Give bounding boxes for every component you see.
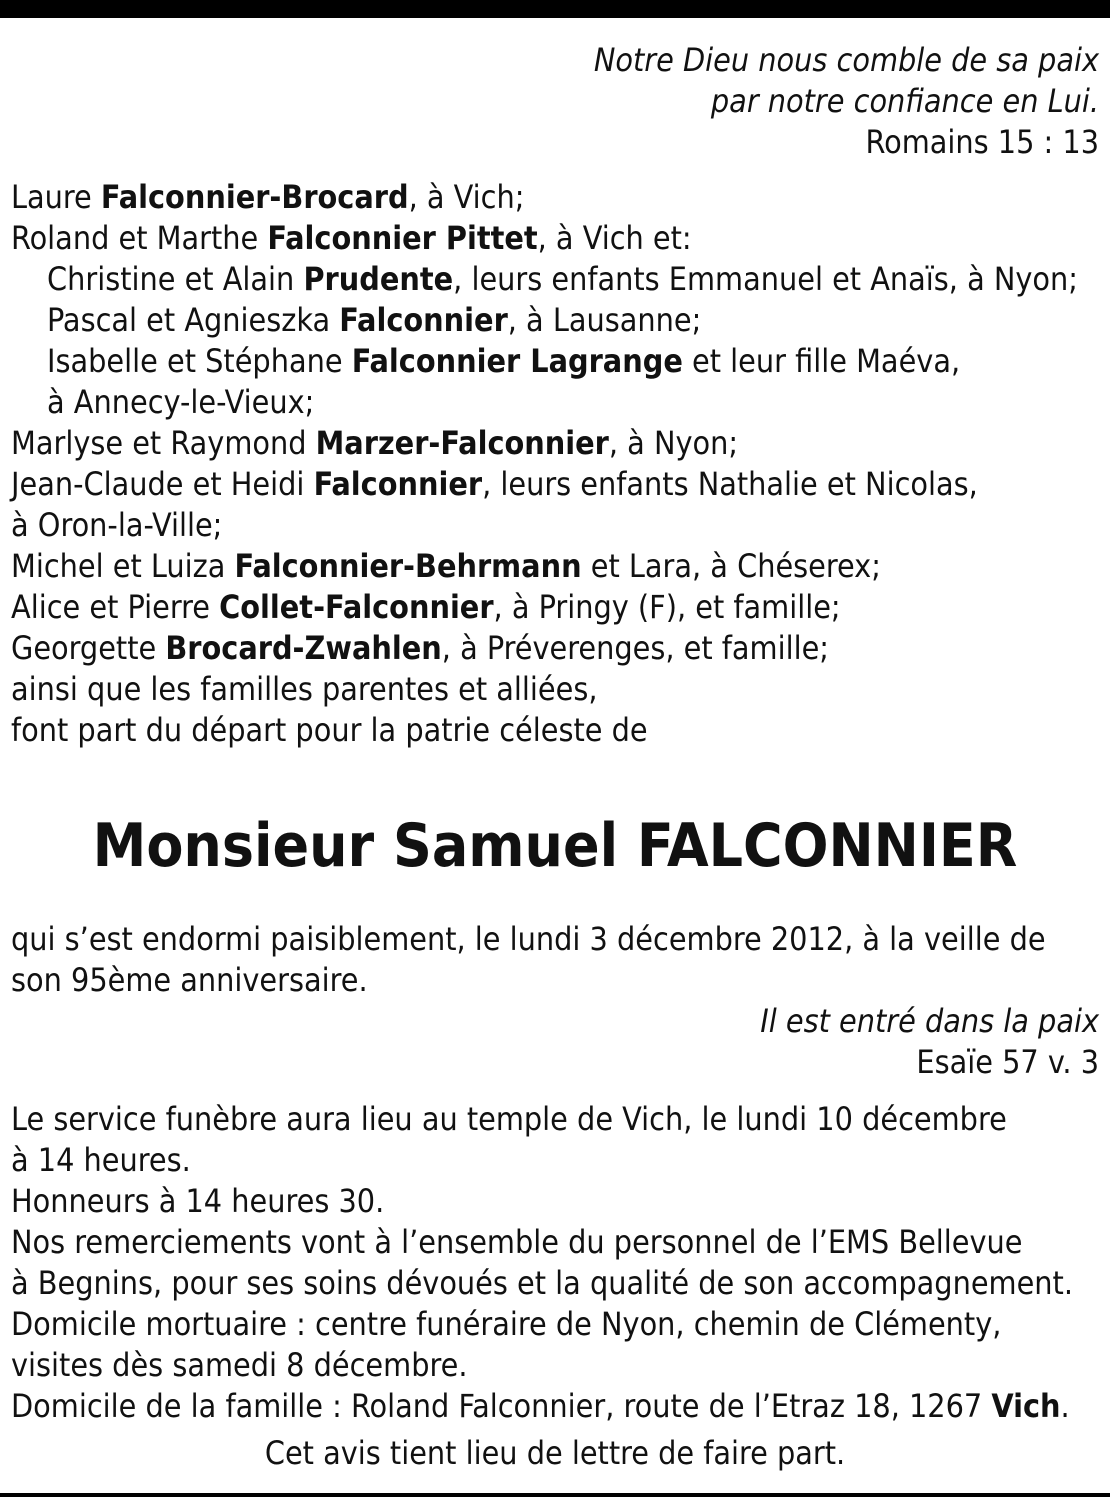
- family-name: Prudente: [303, 260, 454, 298]
- closing-line: Cet avis tient lieu de lettre de faire part.: [264, 1434, 846, 1472]
- family-line-6: à Annecy-le-Vieux;: [47, 383, 315, 421]
- family-name: Falconnier: [339, 301, 508, 339]
- family-name: Falconnier Pittet: [267, 219, 538, 257]
- service-line-2: à 14 heures.: [11, 1141, 191, 1179]
- service-line-7: visites dès samedi 8 décembre.: [11, 1346, 468, 1384]
- epigraph-line-1: Notre Dieu nous comble de sa paix: [593, 41, 1099, 79]
- service-line-4: Nos remerciements vont à l’ensemble du personnel de l’EMS Bellevue: [11, 1223, 1023, 1261]
- epigraph-line-2: par notre confiance en Lui.: [710, 82, 1099, 120]
- family-line-2: Roland et Marthe Falconnier Pittet, à Vich et:: [11, 219, 692, 257]
- family-name: Falconnier-Behrmann: [234, 547, 582, 585]
- family-name: Falconnier-Brocard: [100, 178, 409, 216]
- family-name: Brocard-Zwahlen: [165, 629, 442, 667]
- family-line-7: Marlyse et Raymond Marzer-Falconnier, à Nyon;: [11, 424, 739, 462]
- death-notice-line-2: son 95ème anniversaire.: [11, 961, 368, 999]
- obituary-notice: [11, 40, 1099, 1474]
- family-line-3: Christine et Alain Prudente, leurs enfants Emmanuel et Anaïs, à Nyon;: [47, 260, 1078, 298]
- service-line-5: à Begnins, pour ses soins dévoués et la qualité de son accompagnement.: [11, 1264, 1073, 1302]
- service-line-3: Honneurs à 14 heures 30.: [11, 1182, 385, 1220]
- family-line-1: Laure Falconnier-Brocard, à Vich;: [11, 178, 525, 216]
- family-name: Falconnier Lagrange: [351, 342, 683, 380]
- deceased-name: Monsieur Samuel FALCONNIER: [92, 811, 1018, 881]
- family-name: Collet-Falconnier: [219, 588, 494, 626]
- service-line-1: Le service funèbre aura lieu au temple de Vich, le lundi 10 décembre: [11, 1100, 1007, 1138]
- family-line-11: Alice et Pierre Collet-Falconnier, à Pringy (F), et famille;: [11, 588, 841, 626]
- family-name: Falconnier: [313, 465, 483, 503]
- family-line-8: Jean-Claude et Heidi Falconnier, leurs enfants Nathalie et Nicolas,: [11, 465, 978, 503]
- service-line-6: Domicile mortuaire : centre funéraire de Nyon, chemin de Clémenty,: [11, 1305, 1002, 1343]
- family-line-4: Pascal et Agnieszka Falconnier, à Lausanne;: [47, 301, 702, 339]
- bottom-rule: [0, 1493, 1110, 1497]
- family-name: Marzer-Falconnier: [315, 424, 609, 462]
- village-name: Vich: [991, 1387, 1061, 1425]
- verse-text: Il est entré dans la paix: [760, 1002, 1099, 1040]
- family-line-13: ainsi que les familles parentes et alliées,: [11, 670, 598, 708]
- family-line-5: Isabelle et Stéphane Falconnier Lagrange et leur fille Maéva,: [47, 342, 961, 380]
- service-line-8: Domicile de la famille : Roland Falconnier, route de l’Etraz 18, 1267 Vich.: [11, 1387, 1070, 1425]
- family-line-9: à Oron-la-Ville;: [11, 506, 223, 544]
- family-line-14: font part du départ pour la patrie céleste de: [11, 711, 648, 749]
- epigraph-reference: Romains 15 : 13: [865, 123, 1099, 161]
- family-line-12: Georgette Brocard-Zwahlen, à Préverenges, et famille;: [11, 629, 829, 667]
- death-notice-line-1: qui s’est endormi paisiblement, le lundi 3 décembre 2012, à la veille de: [11, 920, 1046, 958]
- top-rule: [0, 0, 1110, 18]
- verse-reference: Esaïe 57 v. 3: [916, 1043, 1099, 1081]
- family-line-10: Michel et Luiza Falconnier-Behrmann et Lara, à Chéserex;: [11, 547, 881, 585]
